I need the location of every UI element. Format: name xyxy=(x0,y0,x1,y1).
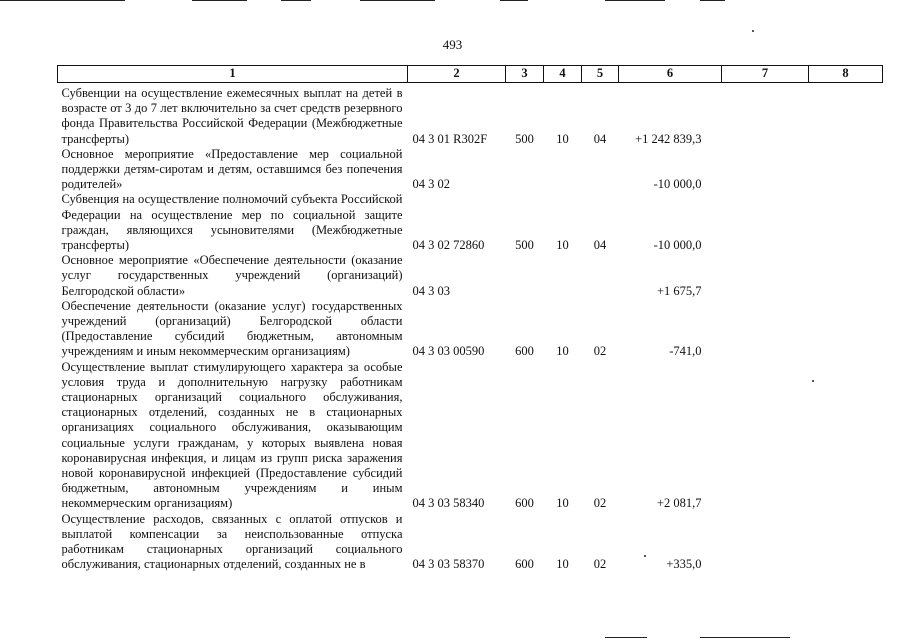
scan-edge-line xyxy=(0,0,125,1)
table-row xyxy=(58,147,883,193)
row-col8 xyxy=(809,147,883,193)
scan-edge-line xyxy=(700,637,790,638)
row-col7 xyxy=(722,299,809,360)
row-col8 xyxy=(809,83,883,147)
row-code: 04 3 02 72860 xyxy=(412,238,485,253)
row-amount: -741,0 xyxy=(669,344,702,359)
header-cell: 8 xyxy=(809,66,883,83)
header-cell: 7 xyxy=(722,66,809,83)
row-col3: 500 xyxy=(515,238,534,253)
row-col4: 10 xyxy=(556,557,569,572)
row-col5 xyxy=(582,253,619,299)
header-cell: 6 xyxy=(619,66,722,83)
table-row xyxy=(58,512,883,573)
row-col5: 02 xyxy=(593,344,607,359)
row-name: Основное мероприятие «Предоставление мер социальной поддержки детям-сиротам и детям, оставшимся без попечения родителей» xyxy=(61,146,403,192)
row-name: Осуществление расходов, связанных с оплатой отпусков и выплатой компенсации за неиспользованные отпуска работникам стационарных организаций социального обслуживания, стационарных отделений, созданных не в xyxy=(61,511,403,572)
row-col4: 10 xyxy=(556,496,569,511)
row-col7 xyxy=(722,512,809,573)
row-code: 04 3 03 xyxy=(412,283,450,298)
table-row xyxy=(58,360,883,512)
row-amount: +2 081,7 xyxy=(656,496,702,511)
table-row xyxy=(58,253,883,299)
row-code: 04 3 01 R302F xyxy=(412,131,488,146)
scan-edge-line xyxy=(605,637,647,638)
page-number: 493 xyxy=(442,37,463,52)
row-name: Осуществление выплат стимулирующего характера за особые условия труда и дополнительную нагрузку работникам стационарных организаций социального обслуживания, стационарных отделений, созданных не в стационарных организациях социального обслуживания, оказывающим социальные услуги гражданам, у которых выявлена новая коронавирусная инфекция, и лицам из групп риска заражения новой коронавирусной инфекцией (Предоставление субсидий бюджетным, автономным учреждениям и иным некоммерческим организациям) xyxy=(61,359,403,511)
budget-table xyxy=(57,65,882,585)
scan-edge-line xyxy=(281,0,311,1)
row-col7 xyxy=(722,253,809,299)
row-code: 04 3 03 58370 xyxy=(412,557,485,572)
row-code: 04 3 03 58340 xyxy=(412,496,485,511)
header-cell: 2 xyxy=(408,66,506,83)
row-col4: 10 xyxy=(556,131,569,146)
table-header-row xyxy=(58,66,883,83)
row-col4 xyxy=(544,147,582,193)
row-amount: -10 000,0 xyxy=(653,177,702,192)
scan-speck xyxy=(752,30,754,32)
row-code: 04 3 03 00590 xyxy=(412,344,485,359)
row-col5: 02 xyxy=(593,557,607,572)
scan-edge-line xyxy=(700,0,725,1)
scan-edge-line xyxy=(192,0,247,1)
row-col7 xyxy=(722,147,809,193)
row-col4: 10 xyxy=(556,344,569,359)
table-row xyxy=(58,192,883,253)
row-col7 xyxy=(722,360,809,512)
row-col4 xyxy=(544,253,582,299)
row-col3 xyxy=(506,147,544,193)
header-cell: 3 xyxy=(506,66,544,83)
row-name: Основное мероприятие «Обеспечение деятельности (оказание услуг государственных учреждений (организаций) Белгородской области» xyxy=(61,253,403,298)
row-col5 xyxy=(582,147,619,193)
row-name: Обеспечение деятельности (оказание услуг) государственных учреждений (организаций) Белгородской области (Предоставление субсидий бюджетным, автономным учреждениям и иным некоммерческим организациям) xyxy=(61,298,403,359)
row-col5: 04 xyxy=(593,238,607,253)
header-cell: 5 xyxy=(582,66,619,83)
row-name: Субвенция на осуществление полномочий субъекта Российской Федерации на осуществление мер по социальной защите граждан, являющихся усыновителями (Межбюджетные трансферты) xyxy=(61,192,403,253)
row-col5: 04 xyxy=(593,131,607,146)
row-col5: 02 xyxy=(593,496,607,511)
row-amount: +335,0 xyxy=(666,557,702,572)
row-col8 xyxy=(809,192,883,253)
row-col7 xyxy=(722,83,809,147)
row-col8 xyxy=(809,299,883,360)
scan-edge-line xyxy=(500,0,528,1)
row-amount: +1 242 839,3 xyxy=(635,131,702,146)
header-cell: 4 xyxy=(544,66,582,83)
table-row xyxy=(58,299,883,360)
row-col3: 600 xyxy=(515,344,534,359)
row-amount: +1 675,7 xyxy=(656,283,702,298)
row-col3 xyxy=(506,253,544,299)
table-row xyxy=(58,83,883,147)
scan-edge-line xyxy=(360,0,435,1)
row-col4: 10 xyxy=(556,238,569,253)
scan-edge-line xyxy=(605,0,665,1)
row-col3: 500 xyxy=(515,131,534,146)
row-col3: 600 xyxy=(515,557,534,572)
row-col8 xyxy=(809,253,883,299)
row-col3: 600 xyxy=(515,496,534,511)
row-col8 xyxy=(809,512,883,573)
header-cell: 1 xyxy=(58,66,408,83)
row-name: Субвенции на осуществление ежемесячных выплат на детей в возрасте от 3 до 7 лет включительно за счет средств резервного фонда Правительства Российской Федерации (Межбюджетные трансферты) xyxy=(61,86,403,146)
row-col8 xyxy=(809,360,883,512)
row-col7 xyxy=(722,192,809,253)
row-amount: -10 000,0 xyxy=(653,238,702,253)
row-code: 04 3 02 xyxy=(412,177,450,192)
